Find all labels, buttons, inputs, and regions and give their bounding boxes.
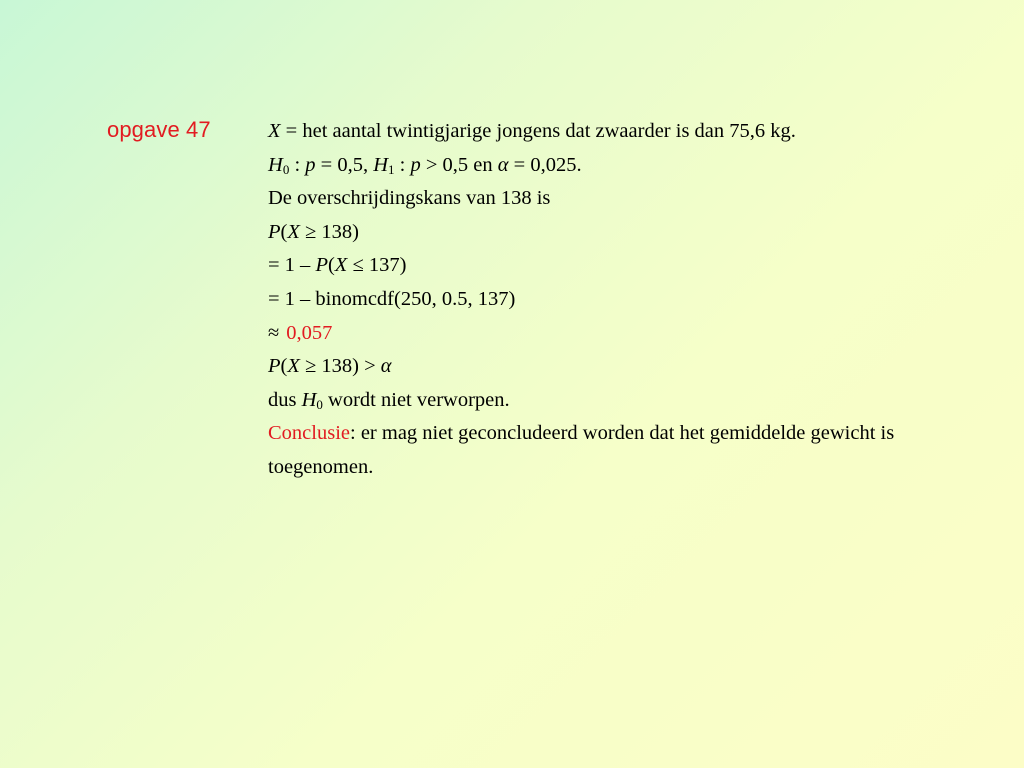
p-function: P xyxy=(268,220,281,243)
conclusion-text: : er mag niet geconcludeerd worden dat het gemiddelde gewicht is toegenomen. xyxy=(268,422,895,478)
conclusion-keyword: Conclusie xyxy=(268,422,350,445)
p-symbol-2: p xyxy=(410,153,421,176)
hypotheses-text-3: : xyxy=(394,153,411,176)
hypotheses-line xyxy=(268,149,968,183)
conclusion-line xyxy=(268,417,968,484)
hypotheses-text-4: > 0,5 en xyxy=(420,153,498,176)
definition-line xyxy=(268,115,968,149)
probability-line xyxy=(268,216,968,250)
variable-x: X xyxy=(287,355,300,378)
exceedance-intro-line: De overschrijdingskans van 138 is xyxy=(268,187,551,210)
variable-x: X xyxy=(287,220,300,243)
hypotheses-text-5: = 0,025. xyxy=(508,153,582,176)
open-paren: ( xyxy=(280,220,288,243)
h0-symbol: H xyxy=(268,153,283,176)
approx-result-line xyxy=(268,317,968,351)
p-function: P xyxy=(315,254,328,277)
result-value: 0,057 xyxy=(286,321,333,344)
alpha-symbol: α xyxy=(380,355,392,378)
approx-symbol: ≈ xyxy=(268,321,280,344)
complement-rest: ≤ 137) xyxy=(347,254,407,277)
h0-subscript: 0 xyxy=(316,396,323,412)
h1-symbol: H xyxy=(373,153,389,176)
decision-line xyxy=(268,384,968,418)
probability-rest: ≥ 138) xyxy=(299,220,359,243)
variable-x: X xyxy=(334,254,348,277)
comparison-rest: ≥ 138) > xyxy=(299,355,381,378)
decision-rest: wordt niet verworpen. xyxy=(322,388,510,411)
hypotheses-text-1: : xyxy=(289,153,306,176)
binomcdf-line: = 1 – binomcdf(250, 0.5, 137) xyxy=(268,287,516,310)
complement-line xyxy=(268,249,968,283)
definition-text: = het aantal twintigjarige jongens dat zwaarder is dan 75,6 kg. xyxy=(280,120,796,142)
p-symbol-1: p xyxy=(305,153,316,176)
hypotheses-text-2: = 0,5, xyxy=(315,153,374,176)
exercise-label: opgave 47 xyxy=(107,117,211,142)
alpha-symbol: α xyxy=(497,153,509,176)
h0-subscript: 0 xyxy=(282,161,290,177)
variable-x: X xyxy=(268,120,281,142)
open-paren: ( xyxy=(327,254,335,277)
open-paren: ( xyxy=(280,355,288,378)
h0-symbol: H xyxy=(301,388,317,411)
complement-prefix: = 1 – xyxy=(268,254,316,277)
solution-text xyxy=(268,115,968,485)
h1-subscript: 1 xyxy=(388,161,395,177)
p-function: P xyxy=(268,355,281,378)
comparison-line xyxy=(268,350,968,384)
decision-prefix: dus xyxy=(268,388,302,411)
